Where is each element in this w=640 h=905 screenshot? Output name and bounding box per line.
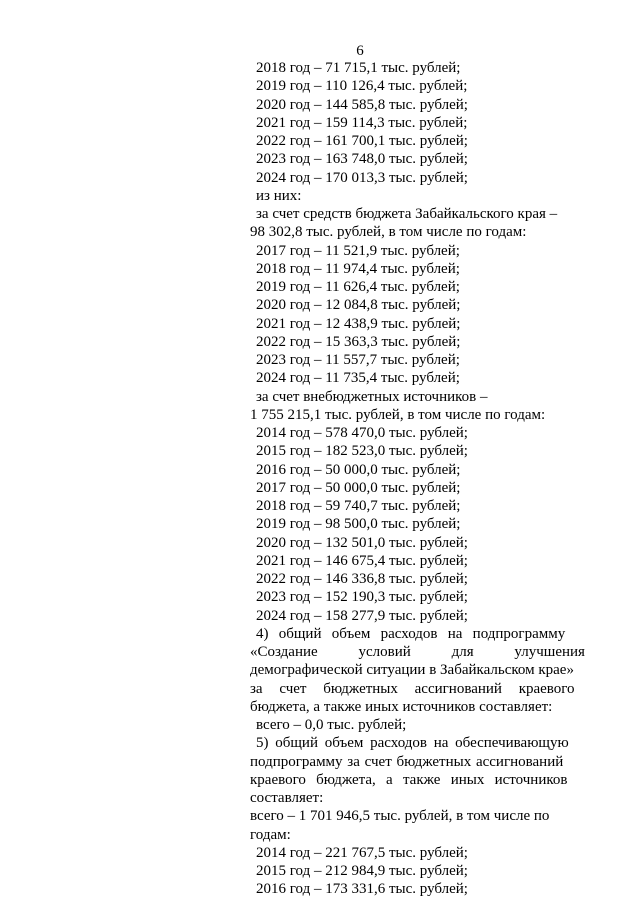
text-line: 2024 год – 11 735,4 тыс. рублей;: [256, 370, 460, 387]
text-line: краевого бюджета, а также иных источников: [250, 771, 568, 788]
text-line: демографической ситуации в Забайкальском крае»: [250, 662, 574, 679]
text-line: 2020 год – 132 501,0 тыс. рублей;: [256, 534, 468, 551]
text-line: 2020 год – 12 084,8 тыс. рублей;: [256, 297, 461, 314]
text-line: 2014 год – 221 767,5 тыс. рублей;: [256, 844, 468, 861]
text-line: 2016 год – 50 000,0 тыс. рублей;: [256, 461, 461, 478]
text-line: 2021 год – 146 675,4 тыс. рублей;: [256, 552, 468, 569]
text-line: за счет средств бюджета Забайкальского края –: [256, 206, 558, 222]
text-line: 5) общий объем расходов на обеспечивающую: [256, 735, 569, 752]
text-line: составляет:: [250, 790, 324, 806]
text-line: за счет внебюджетных источников –: [256, 388, 488, 405]
text-line: 2017 год – 50 000,0 тыс. рублей;: [256, 479, 461, 496]
document-body: [250, 59, 585, 899]
text-line: 2021 год – 159 114,3 тыс. рублей;: [256, 114, 468, 131]
item-5-paragraph: [250, 734, 585, 898]
text-line: всего – 0,0 тыс. рублей;: [256, 717, 407, 733]
page-number: 6: [356, 43, 364, 59]
text-line: [250, 643, 585, 661]
text-line: 2018 год – 11 974,4 тыс. рублей;: [256, 260, 460, 277]
text-line: 2019 год – 110 126,4 тыс. рублей;: [256, 78, 468, 95]
word: «Создание: [250, 644, 318, 660]
text-line: всего – 1 701 946,5 тыс. рублей, в том числе по: [250, 808, 550, 825]
text-line: 2014 год – 578 470,0 тыс. рублей;: [256, 425, 468, 441]
regional-budget-section: [250, 205, 585, 388]
text-line: 2023 год – 11 557,7 тыс. рублей;: [256, 352, 460, 368]
text-line: 2019 год – 98 500,0 тыс. рублей;: [256, 516, 461, 533]
text-line: 2024 год – 170 013,3 тыс. рублей;: [256, 169, 468, 186]
text-line: 2024 год – 158 277,9 тыс. рублей;: [256, 607, 468, 624]
text-line: 2019 год – 11 626,4 тыс. рублей;: [256, 279, 460, 295]
word: условий: [358, 644, 411, 660]
text-line: 2015 год – 212 984,9 тыс. рублей;: [256, 863, 468, 879]
text-line: годам:: [250, 826, 291, 843]
text-line: 4) общий объем расходов на подпрограмму: [256, 625, 566, 642]
word: улучшения: [514, 644, 585, 660]
text-line: 2023 год – 163 748,0 тыс. рублей;: [256, 151, 468, 168]
text-line: 2023 год – 152 190,3 тыс. рублей;: [256, 589, 468, 606]
yearly-amounts-total: [250, 59, 585, 205]
text-line: 2022 год – 15 363,3 тыс. рублей;: [256, 333, 461, 350]
word: для: [451, 644, 474, 660]
text-line: 2022 год – 161 700,1 тыс. рублей;: [256, 133, 468, 149]
text-line: 2021 год – 12 438,9 тыс. рублей;: [256, 315, 461, 332]
text-line: 2018 год – 59 740,7 тыс. рублей;: [256, 498, 461, 514]
text-line: за счет бюджетных ассигнований краевого: [250, 680, 575, 697]
text-line: 2016 год – 173 331,6 тыс. рублей;: [256, 881, 468, 898]
text-line: 2017 год – 11 521,9 тыс. рублей;: [256, 242, 460, 259]
text-line: 2022 год – 146 336,8 тыс. рублей;: [256, 571, 468, 587]
text-line: 2015 год – 182 523,0 тыс. рублей;: [256, 443, 468, 460]
text-line: 1 755 215,1 тыс. рублей, в том числе по годам:: [250, 406, 546, 423]
text-line: подпрограмму за счет бюджетных ассигнований: [250, 753, 564, 770]
extrabudgetary-section: [250, 388, 585, 625]
text-line: 98 302,8 тыс. рублей, в том числе по годам:: [250, 224, 527, 241]
text-line: из них:: [256, 187, 302, 204]
text-line: 2018 год – 71 715,1 тыс. рублей;: [256, 60, 461, 76]
item-4-paragraph: [250, 625, 585, 735]
text-line: бюджета, а также иных источников составляет:: [250, 698, 553, 715]
text-line: 2020 год – 144 585,8 тыс. рублей;: [256, 96, 468, 113]
